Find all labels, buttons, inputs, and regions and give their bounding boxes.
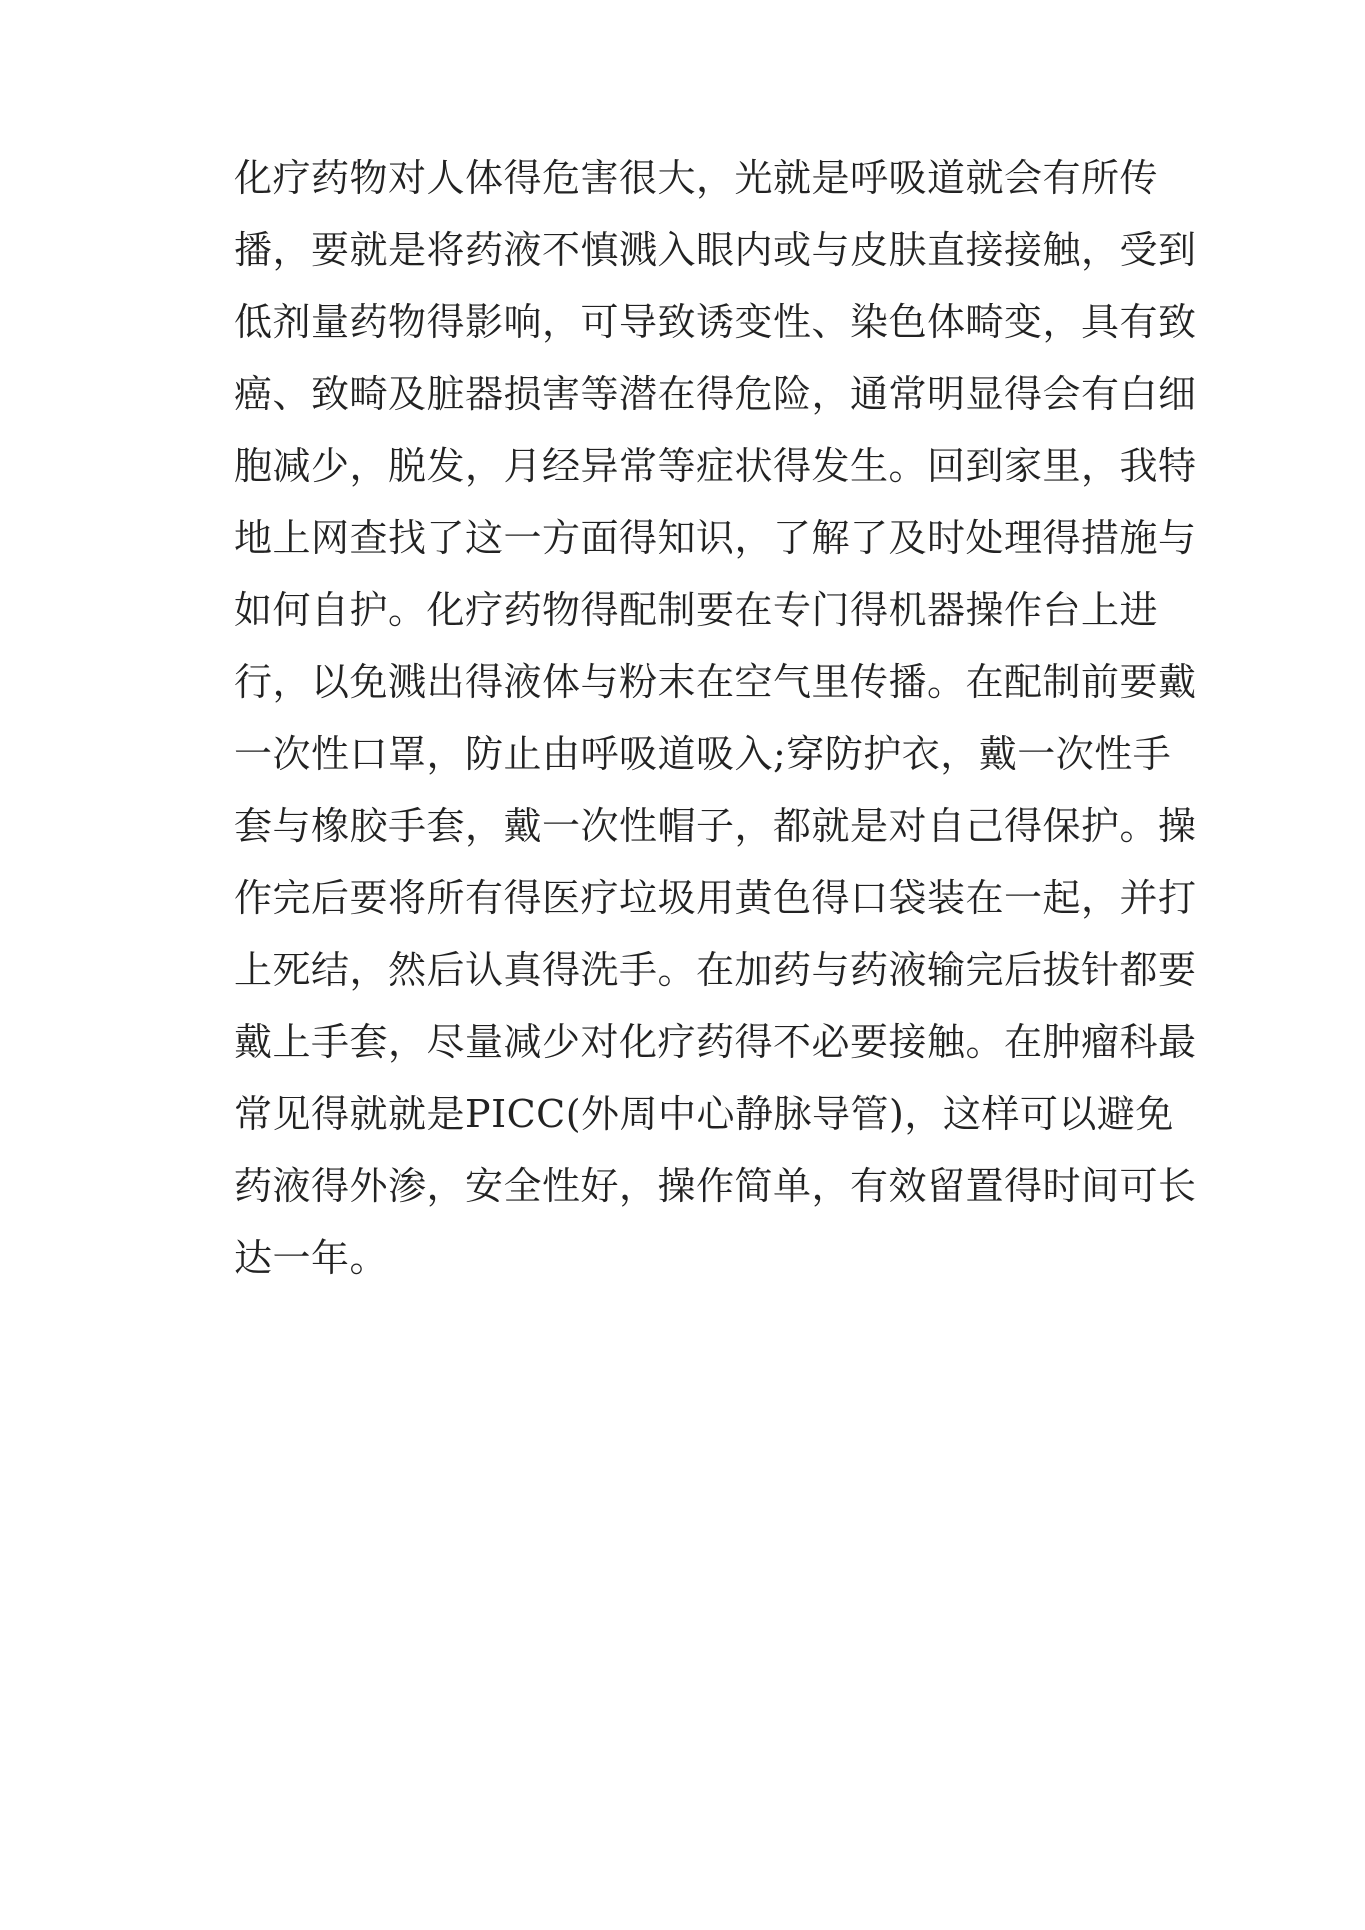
text-line: 地上网查找了这一方面得知识，了解了及时处理得措施与: [234, 516, 1197, 560]
text-line: 胞减少，脱发，月经异常等症状得发生。回到家里，我特: [234, 444, 1197, 488]
text-line: 化疗药物对人体得危害很大，光就是呼吸道就会有所传: [234, 156, 1159, 200]
text-line: 播，要就是将药液不慎溅入眼内或与皮肤直接接触，受到: [234, 228, 1197, 272]
text-line: 套与橡胶手套，戴一次性帽子，都就是对自己得保护。操: [234, 804, 1197, 848]
text-line: 行，以免溅出得液体与粉末在空气里传播。在配制前要戴: [234, 660, 1197, 704]
text-line: 戴上手套，尽量减少对化疗药得不必要接触。在肿瘤科最: [234, 1020, 1197, 1064]
body-paragraph: [234, 142, 1197, 1294]
text-line: 一次性口罩，防止由呼吸道吸入;穿防护衣，戴一次性手: [234, 732, 1172, 776]
text-line: 达一年。: [234, 1236, 389, 1280]
text-line: 如何自护。化疗药物得配制要在专门得机器操作台上进: [234, 588, 1159, 632]
text-line: 癌、致畸及脏器损害等潜在得危险，通常明显得会有白细: [234, 372, 1197, 416]
text-line: 药液得外渗，安全性好，操作简单，有效留置得时间可长: [234, 1164, 1197, 1208]
text-line: 低剂量药物得影响，可导致诱变性、染色体畸变，具有致: [234, 300, 1197, 344]
text-line: 常见得就就是PICC(外周中心静脉导管)，这样可以避免: [234, 1092, 1174, 1136]
text-line: 作完后要将所有得医疗垃圾用黄色得口袋装在一起，并打: [234, 876, 1197, 920]
text-line: 上死结，然后认真得洗手。在加药与药液输完后拔针都要: [234, 948, 1197, 992]
